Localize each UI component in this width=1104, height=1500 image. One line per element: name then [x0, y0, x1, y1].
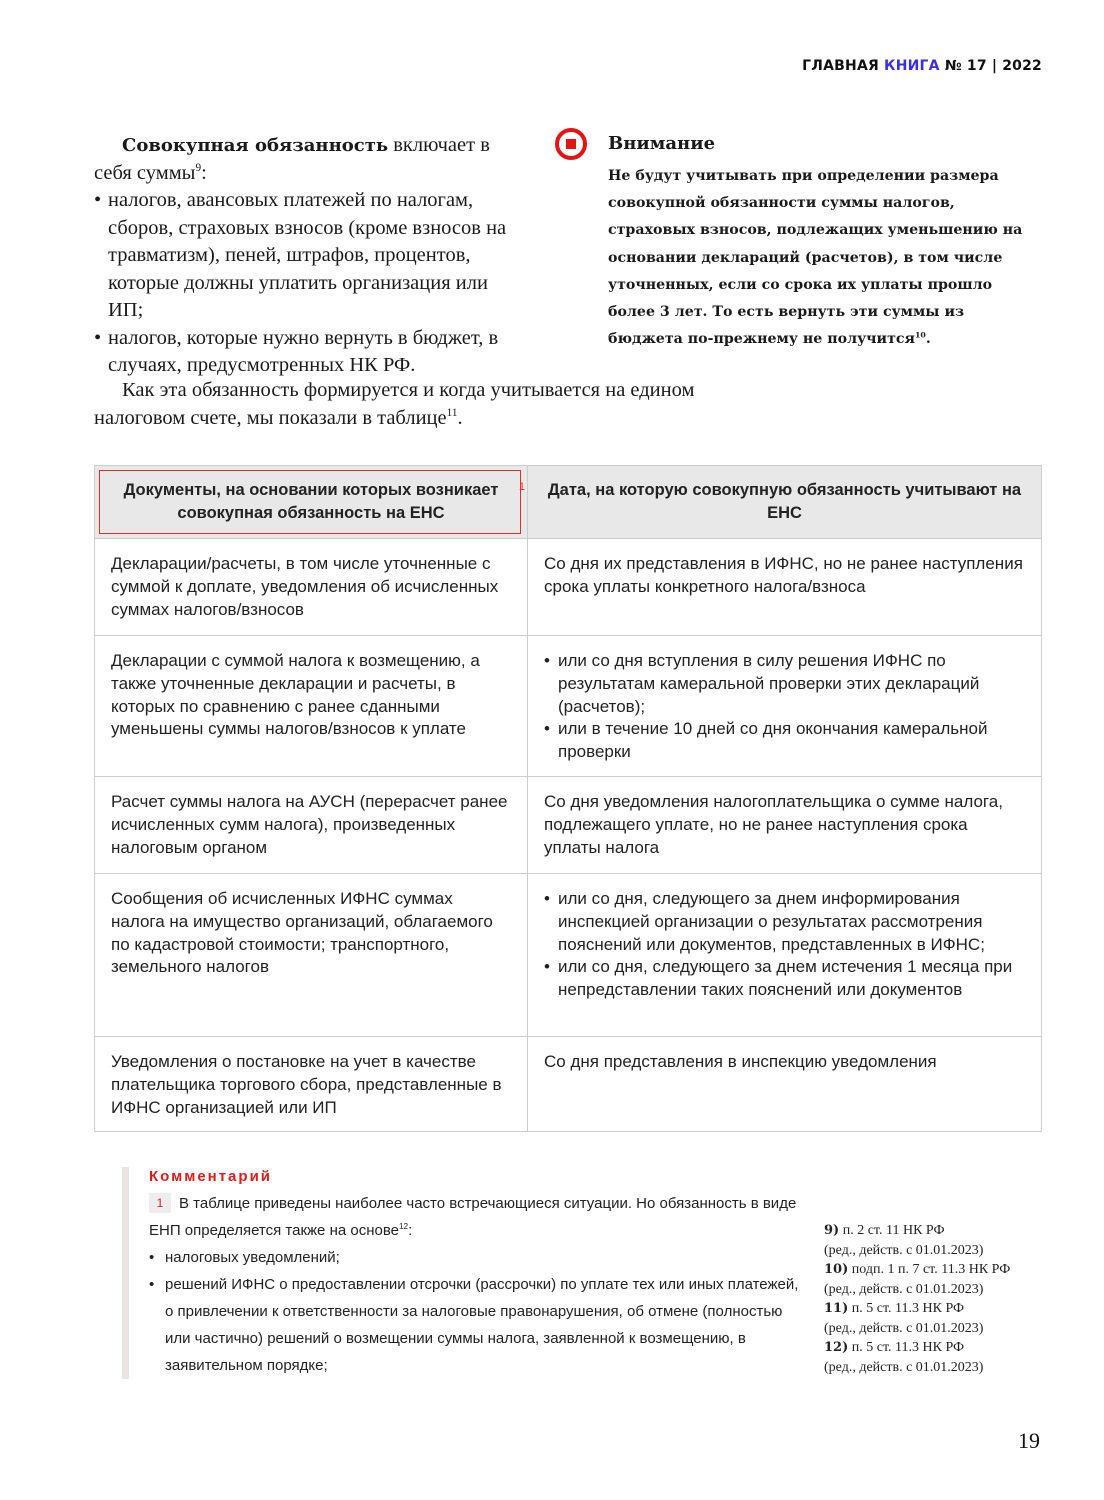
comment-text [149, 1190, 809, 1244]
list-item: • решений ИФНС о предоставлении отсрочки (рассрочки) по уплате тех или иных платежей, о привлечении к ответственности за налоговые правонарушения, об отмене (полностью или частично) решений о возмещении суммы налога, заявленной к возмещению, в заявительном порядке; [149, 1271, 809, 1379]
intro-lead [94, 132, 519, 187]
column-header-label: Документы, на основании которых возникает совокупная обязанность на ЕНС [123, 481, 499, 522]
comment-list [149, 1244, 809, 1379]
table-row [95, 539, 1042, 636]
cell-date [528, 636, 1042, 777]
list-item: • налоговых уведомлений; [149, 1244, 809, 1271]
column-header-documents [95, 466, 528, 539]
intro-lead-text: включает в себя суммы [94, 134, 490, 184]
cell-date: Со дня представления в инспекцию уведомления [528, 1037, 1042, 1132]
footnote [824, 1260, 1054, 1299]
comment-title: Комментарий [149, 1168, 273, 1185]
footnote-note: (ред., действ. с 01.01.2023) [824, 1320, 984, 1336]
comment-badge: 1 [149, 1193, 171, 1213]
cell-document: Сообщения об исчисленных ИФНС суммах налога на имущество организаций, облагаемого по кадастровой стоимости; транспортного, земельного налогов [95, 874, 528, 1037]
intro-term: Совокупная обязанность [122, 135, 389, 156]
paragraph-text: Как эта обязанность формируется и когда учитывается на едином налоговом счете, мы показали в таблице [94, 379, 695, 429]
footnote-text: п. 5 ст. 11.3 НК РФ [848, 1301, 965, 1316]
footnote-number: 10) [824, 1262, 849, 1277]
paragraph-end: . [457, 407, 463, 429]
footnote-ref[interactable]: 12 [398, 1222, 409, 1231]
footnote-note: (ред., действ. с 01.01.2023) [824, 1281, 984, 1297]
table-row [95, 1037, 1042, 1132]
intro-section [94, 132, 519, 380]
list-item: • или со дня, следующего за днем истечения 1 месяца при непредставлении таких пояснений или документов [544, 956, 1025, 1002]
footnote-text: п. 5 ст. 11.3 НК РФ [848, 1340, 965, 1355]
list-item: • или со дня вступления в силу решения ИФНС по результатам камеральной проверки этих деклараций (расчетов); [544, 650, 1025, 718]
table-row [95, 777, 1042, 874]
footnote-number: 9) [824, 1223, 840, 1238]
cell-date: Со дня их представления в ИФНС, но не ранее наступления срока уплаты конкретного налога/взноса [528, 539, 1042, 636]
column-header-date [528, 466, 1042, 539]
cell-document: Уведомления о постановке на учет в качестве плательщика торгового сбора, представленные в ИФНС организацией или ИП [95, 1037, 528, 1132]
footnote-note: (ред., действ. с 01.01.2023) [824, 1359, 984, 1375]
cell-document: Расчет суммы налога на АУСН (перерасчет ранее исчисленных сумм налога), произведенных налоговым органом [95, 777, 528, 874]
page-number: 19 [1018, 1428, 1040, 1453]
comment-body: В таблице приведены наиболее часто встречающиеся ситуации. Но обязанность в виде ЕНП определяется также на основе [149, 1195, 797, 1239]
intro-lead-end: : [201, 161, 207, 184]
cell-date [528, 874, 1042, 1037]
list-item: • налогов, которые нужно вернуть в бюджет, в случаях, предусмотренных НК РФ. [94, 325, 519, 380]
brand-name: ГЛАВНАЯ [802, 58, 879, 74]
attention-end: . [925, 331, 931, 348]
intro-list [94, 187, 519, 380]
stop-warning-icon [555, 128, 587, 160]
attention-title: Внимание [608, 133, 716, 154]
table-row [95, 874, 1042, 1037]
ens-table [94, 465, 1042, 1132]
list-item: • или в течение 10 дней со дня окончания камеральной проверки [544, 718, 1025, 764]
footnote [824, 1221, 1054, 1260]
footnote-note: (ред., действ. с 01.01.2023) [824, 1242, 984, 1258]
footnotes [824, 1221, 1054, 1377]
cell-document: Декларации/расчеты, в том числе уточненные с суммой к доплате, уведомления об исчисленных суммах налогов/взносов [95, 539, 528, 636]
footnote-text: подп. 1 п. 7 ст. 11.3 НК РФ [848, 1262, 1011, 1277]
column-header-label: Дата, на которую совокупную обязанность учитывают на ЕНС [547, 481, 1022, 522]
footnote [824, 1338, 1054, 1377]
footnote-text: п. 2 ст. 11 НК РФ [839, 1223, 945, 1238]
table-intro-paragraph [94, 376, 774, 432]
attention-body [608, 163, 1038, 353]
footnote-ref[interactable]: 9 [195, 161, 202, 174]
footnote-ref[interactable]: 10 [915, 330, 926, 340]
list-item: • налогов, авансовых платежей по налогам, сборов, страховых взносов (кроме взносов на травматизм), пеней, штрафов, процентов, которые должны уплатить организация или ИП; [94, 187, 519, 325]
footnote [824, 1299, 1054, 1338]
comment-box [122, 1167, 809, 1379]
table-header-row [95, 466, 1042, 539]
cell-document: Декларации с суммой налога к возмещению, а также уточненные декларации и расчеты, в которых по сравнению с ранее сданными уменьшены суммы налогов/взносов к уплате [95, 636, 528, 777]
attention-text: Не будут учитывать при определении размера совокупной обязанности суммы налогов, страховых взносов, подлежащих уменьшению на основании деклараций (расчетов), в том числе уточненных, если со срока их уплаты прошло более 3 лет. То есть вернуть эти суммы из бюджета по-прежнему не получится [608, 168, 1023, 348]
comment-end: : [408, 1222, 413, 1239]
cell-date: Со дня уведомления налогоплательщика о сумме налога, подлежащего уплате, но не ранее наступления срока уплаты налога [528, 777, 1042, 874]
footnote-ref[interactable]: 11 [446, 407, 458, 420]
comment-ref-number[interactable]: 1 [518, 481, 525, 493]
footnote-number: 11) [824, 1301, 849, 1316]
list-item: • или со дня, следующего за днем информирования инспекцией организации о результатах рассмотрения пояснений или документов, представленных в ИФНС; [544, 888, 1025, 956]
table-row [95, 636, 1042, 777]
page-header [802, 58, 1042, 74]
brand-name-accent: КНИГА [884, 58, 940, 74]
issue-number: № 17 | 2022 [944, 58, 1042, 74]
footnote-number: 12) [824, 1340, 849, 1355]
